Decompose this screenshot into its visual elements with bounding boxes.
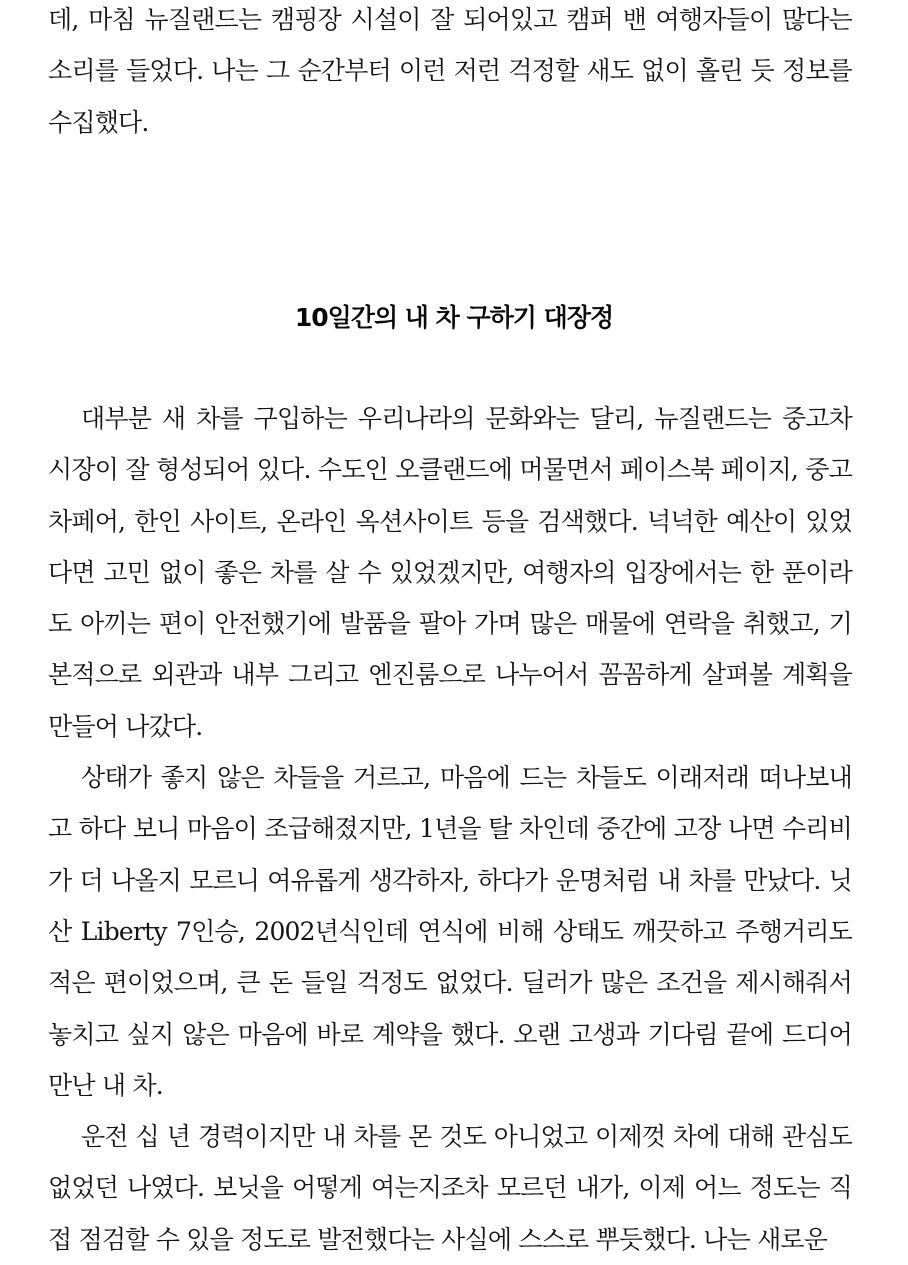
- section-heading: 10일간의 내 차 구하기 대장정: [294, 303, 614, 332]
- continued-paragraph: 데, 마침 뉴질랜드는 캠핑장 시설이 잘 되어있고 캠퍼 밴 여행자들이 많다는 소리를 들었다. 나는 그 순간부터 이런 저런 걱정할 새도 없이 홀린 듯 정보를 수집했다.: [48, 5, 852, 137]
- body-paragraph-3: 운전 십 년 경력이지만 내 차를 몬 것도 아니었고 이제껏 차에 대해 관심도 없었던 나였다. 보닛을 어떻게 여는지조차 모르던 내가, 이제 어느 정도는 직접 점검할 수 있을 정도로 발전했다는 사실에 스스로 뿌듯했다. 나는 새로운: [48, 1122, 852, 1254]
- body-paragraph-2: 상태가 좋지 않은 차들을 거르고, 마음에 드는 차들도 이래저래 떠나보내고 하다 보니 마음이 조급해졌지만, 1년을 탈 차인데 중간에 고장 나면 수리비가 더 나올지 모르니 여유롭게 생각하자, 하다가 운명처럼 내 차를 만났다. 닛산 Liberty 7인승, 2002년식인데 연식에 비해 상태도 깨끗하고 주행거리도 적은 편이었으며, 큰 돈 들일 걱정도 없었다. 딜러가 많은 조건을 제시해줘서 놓치고 싶지 않은 마음에 바로 계약을 했다. 오랜 고생과 기다림 끝에 드디어 만난 내 차.: [48, 763, 852, 1100]
- body-paragraph-1: 대부분 새 차를 구입하는 우리나라의 문화와는 달리, 뉴질랜드는 중고차 시장이 잘 형성되어 있다. 수도인 오클랜드에 머물면서 페이스북 페이지, 중고차페어, 한인 사이트, 온라인 옥션사이트 등을 검색했다. 넉넉한 예산이 있었다면 고민 없이 좋은 차를 살 수 있었겠지만, 여행자의 입장에서는 한 푼이라도 아끼는 편이 안전했기에 발품을 팔아 가며 많은 매물에 연락을 취했고, 기본적으로 외관과 내부 그리고 엔진룸으로 나누어서 꼼꼼하게 살펴볼 계획을 만들어 나갔다.: [48, 404, 852, 741]
- top-text-block: [48, 0, 852, 148]
- body-text-block: [48, 393, 852, 1265]
